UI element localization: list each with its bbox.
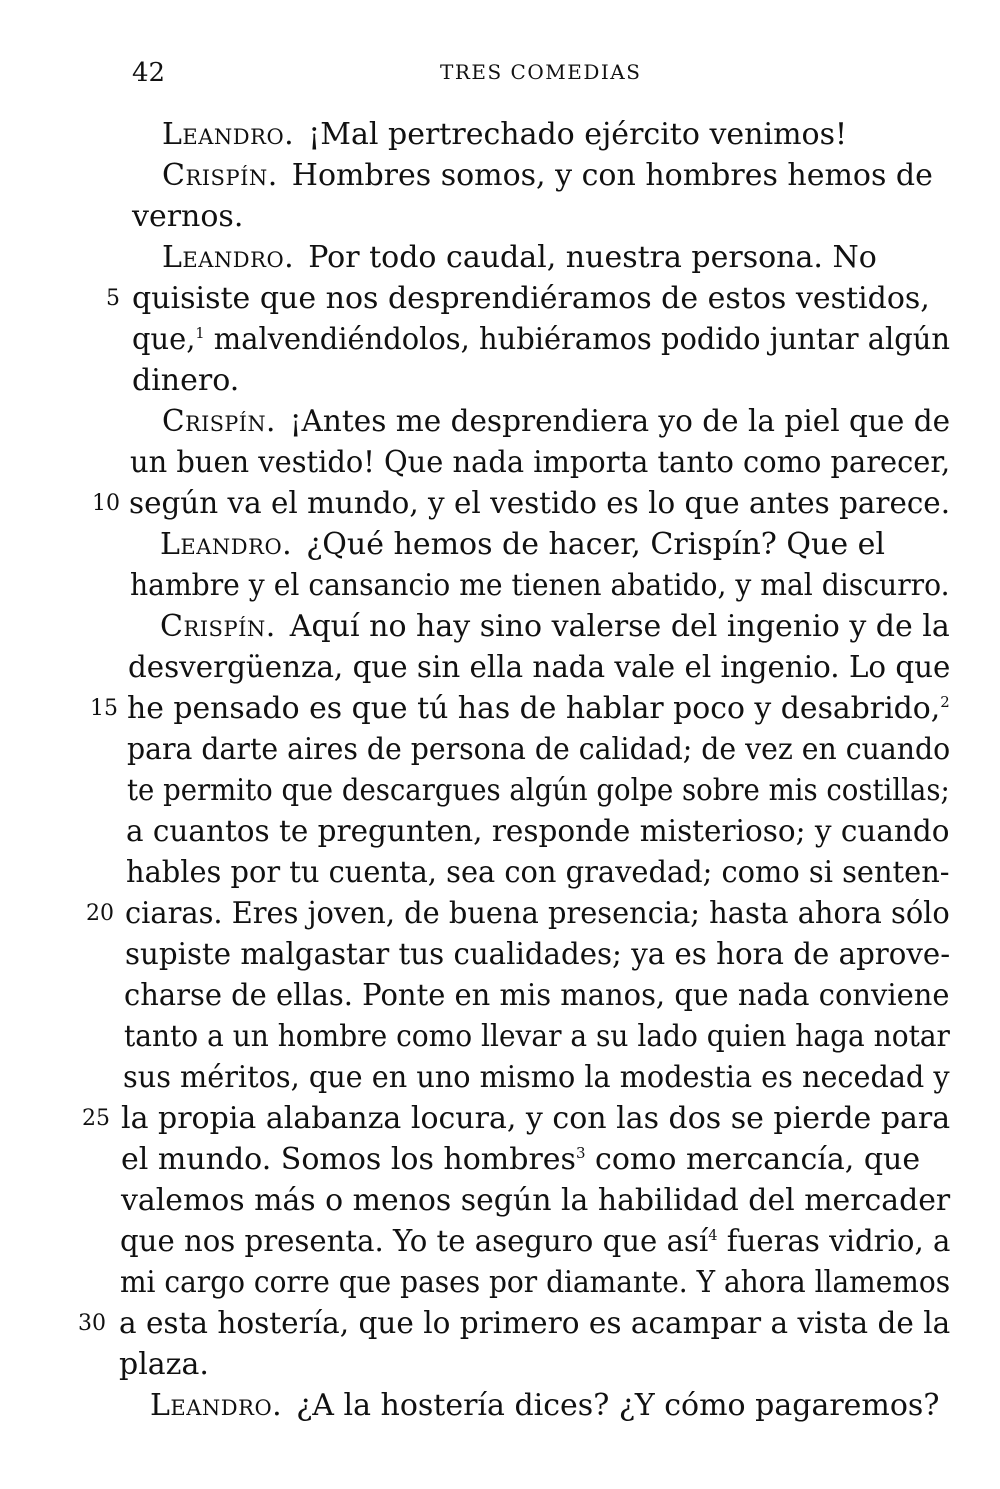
line-text: ¡Mal pertrechado ejército venimos! <box>308 117 848 152</box>
text-line <box>0 1303 1000 1344</box>
line-text: ¿Qué hemos de hacer, Crispín? Que el <box>306 527 885 562</box>
line-text: he pensado es que tú has de hablar poco y desabrido, <box>127 691 941 726</box>
text-line <box>0 319 1000 360</box>
line-text: hambre y el cansancio me tienen abatido, y mal discurro. <box>130 568 950 603</box>
speaker-name: Crispín. <box>160 609 276 644</box>
text-line <box>0 155 1000 196</box>
text-line <box>0 196 1000 237</box>
line-number: 30 <box>78 1311 106 1336</box>
line-text: el mundo. Somos los hombres <box>121 1142 576 1177</box>
line-text: tanto a un hombre como llevar a su lado quien haga notar <box>124 1019 950 1054</box>
line-text: Por todo caudal, nuestra persona. No <box>308 240 877 275</box>
line-text: Hombres somos, y con hombres hemos de <box>291 158 933 193</box>
play-text <box>0 114 1000 1426</box>
line-text: un buen vestido! Que nada importa tanto como parecer, <box>130 445 951 480</box>
line-text: mi cargo corre que pases por diamante. Y ahora llamemos <box>120 1265 951 1300</box>
text-line <box>0 1344 1000 1385</box>
line-number: 5 <box>106 286 120 311</box>
text-line <box>0 483 1000 524</box>
line-text: sus méritos, que en uno mismo la modestia es necedad y <box>123 1060 950 1095</box>
text-line <box>0 401 1000 442</box>
line-text: supiste malgastar tus cualidades; ya es hora de aprove- <box>125 937 951 972</box>
footnote-marker: 3 <box>575 1144 586 1162</box>
speaker-name: Leandro. <box>162 117 295 152</box>
text-line <box>0 647 1000 688</box>
speaker-name: Leandro. <box>162 240 295 275</box>
text-line <box>0 1180 1000 1221</box>
line-text: como mercancía, que <box>585 1142 921 1177</box>
line-number: 25 <box>82 1106 110 1131</box>
text-line <box>0 1057 1000 1098</box>
line-text: a cuantos te pregunten, responde misterioso; y cuando <box>126 814 950 849</box>
line-text: ¡Antes me desprendiera yo de la piel que de <box>289 404 951 439</box>
line-text: a esta hostería, que lo primero es acampar a vista de la <box>119 1306 951 1341</box>
text-line <box>0 893 1000 934</box>
line-text: dinero. <box>132 363 240 398</box>
line-text: te permito que descargues algún golpe sobre mis costillas; <box>127 773 950 808</box>
speaker-name: Crispín. <box>162 404 276 439</box>
line-text: malvendiéndolos, hubiéramos podido juntar algún <box>204 322 950 357</box>
line-text: ¿A la hostería dices? ¿Y cómo pagaremos? <box>296 1388 940 1423</box>
line-text: que, <box>132 322 196 357</box>
running-title: TRES COMEDIAS <box>440 60 642 84</box>
line-text: quisiste que nos desprendiéramos de estos vestidos, <box>132 281 930 316</box>
text-line <box>0 975 1000 1016</box>
line-text: ciaras. Eres joven, de buena presencia; hasta ahora sólo <box>125 896 950 931</box>
text-line <box>0 934 1000 975</box>
footnote-marker: 2 <box>940 693 950 711</box>
running-header <box>0 58 1000 92</box>
text-line <box>0 524 1000 565</box>
line-text: Aquí no hay sino valerse del ingenio y de la <box>289 609 950 644</box>
text-line <box>0 1098 1000 1139</box>
text-line <box>0 1262 1000 1303</box>
speaker-name: Crispín. <box>162 158 278 193</box>
line-text: que nos presenta. Yo te aseguro que así <box>120 1224 709 1259</box>
text-line <box>0 1139 1000 1180</box>
line-text: plaza. <box>119 1347 209 1382</box>
text-line <box>0 606 1000 647</box>
text-line <box>0 1385 1000 1426</box>
footnote-marker: 1 <box>195 324 205 342</box>
line-text: hables por tu cuenta, sea con gravedad; como si senten- <box>126 855 950 890</box>
line-number: 15 <box>90 696 118 721</box>
text-line <box>0 442 1000 483</box>
footnote-marker: 4 <box>708 1226 718 1244</box>
line-number: 20 <box>86 901 114 926</box>
speaker-name: Leandro. <box>160 527 293 562</box>
line-text: según va el mundo, y el vestido es lo que antes parece. <box>129 486 951 521</box>
text-line <box>0 770 1000 811</box>
text-line <box>0 237 1000 278</box>
text-line <box>0 1016 1000 1057</box>
line-text: desvergüenza, que sin ella nada vale el ingenio. Lo que <box>128 650 951 685</box>
text-line <box>0 360 1000 401</box>
text-line <box>0 278 1000 319</box>
page-number: 42 <box>132 58 166 88</box>
text-line <box>0 565 1000 606</box>
text-line <box>0 729 1000 770</box>
text-line <box>0 1221 1000 1262</box>
line-text: fueras vidrio, a <box>717 1224 951 1259</box>
text-line <box>0 688 1000 729</box>
line-text: charse de ellas. Ponte en mis manos, que nada conviene <box>124 978 950 1013</box>
line-text: la propia alabanza locura, y con las dos se pierde para <box>121 1101 951 1136</box>
text-line <box>0 852 1000 893</box>
text-line <box>0 811 1000 852</box>
line-text: valemos más o menos según la habilidad del mercader <box>121 1183 951 1218</box>
line-text: para darte aires de persona de calidad; de vez en cuando <box>127 732 951 767</box>
text-line <box>0 114 1000 155</box>
line-number: 10 <box>92 491 120 516</box>
line-text: vernos. <box>132 199 244 234</box>
speaker-name: Leandro. <box>150 1388 283 1423</box>
